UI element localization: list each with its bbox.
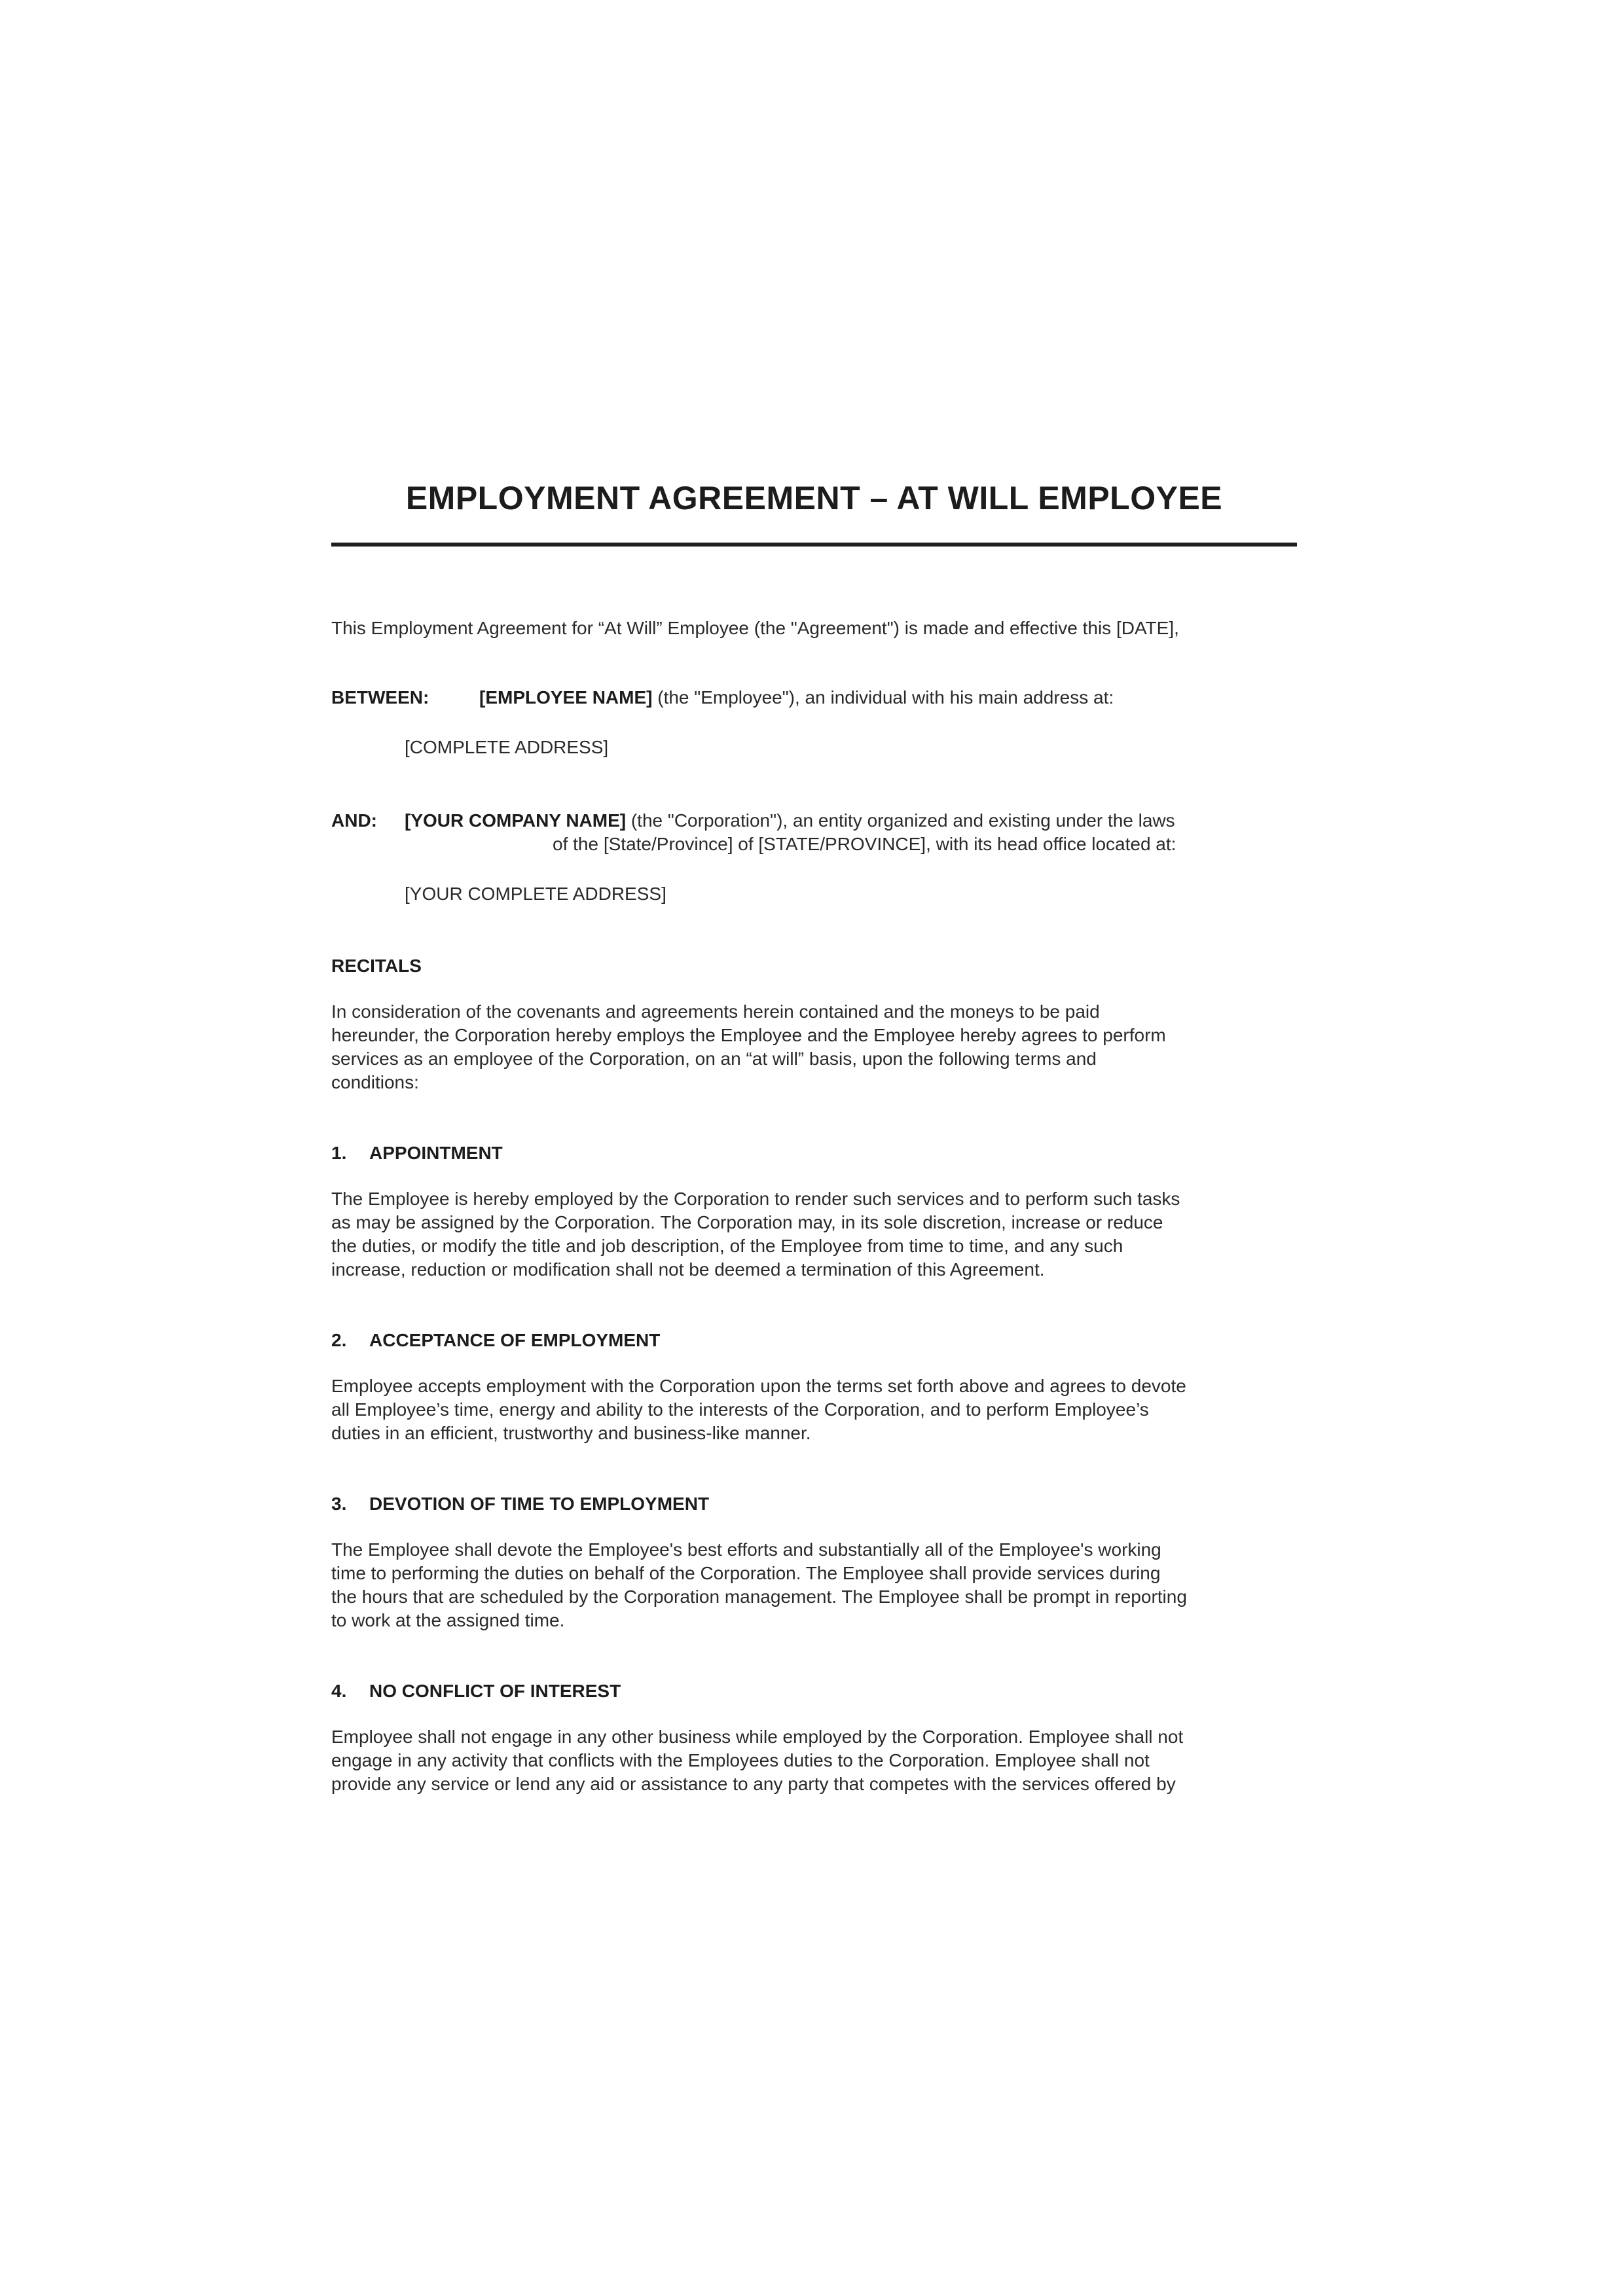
employee-party (479, 686, 1114, 709)
paragraph-line: The Employee shall devote the Employee's best efforts and substantially all of the Employee's working (331, 1539, 1161, 1560)
section-4-heading (331, 1681, 621, 1702)
recitals-paragraph (331, 1000, 1300, 1094)
paragraph-line: the duties, or modify the title and job description, of the Employee from time to time, and any such (331, 1236, 1123, 1256)
paragraph-line: the hours that are scheduled by the Corporation management. The Employee shall be prompt in reporting (331, 1587, 1187, 1607)
company-name-placeholder: [YOUR COMPANY NAME] (405, 810, 627, 831)
paragraph-line: engage in any activity that conflicts with the Employees duties to the Corporation. Employee shall not (331, 1750, 1150, 1770)
section-4-paragraph (331, 1725, 1300, 1796)
section-title: NO CONFLICT OF INTEREST (369, 1681, 621, 1701)
paragraph-line: time to performing the duties on behalf of the Corporation. The Employee shall provide services during (331, 1563, 1161, 1583)
section-number: 1. (331, 1143, 347, 1163)
paragraph-line: Employee accepts employment with the Corporation upon the terms set forth above and agrees to devote (331, 1376, 1186, 1396)
paragraph-line: provide any service or lend any aid or assistance to any party that competes with the services offered by (331, 1774, 1176, 1794)
paragraph-line: hereunder, the Corporation hereby employs the Employee and the Employee hereby agrees to perform (331, 1025, 1166, 1045)
section-title: ACCEPTANCE OF EMPLOYMENT (369, 1330, 661, 1350)
section-title: DEVOTION OF TIME TO EMPLOYMENT (369, 1494, 710, 1514)
paragraph-line: services as an employee of the Corporation, on an “at will” basis, upon the following terms and (331, 1049, 1097, 1069)
paragraph-line: increase, reduction or modification shall not be deemed a termination of this Agreement. (331, 1259, 1045, 1280)
between-row (331, 686, 429, 709)
paragraph-line: In consideration of the covenants and agreements herein contained and the moneys to be paid (331, 1001, 1100, 1022)
company-party-description-line2: of the [State/Province] of [STATE/PROVINCE], with its head office located at: (553, 834, 1176, 854)
and-row (331, 809, 377, 833)
section-number: 2. (331, 1330, 347, 1350)
paragraph-line: duties in an efficient, trustworthy and business-like manner. (331, 1423, 811, 1443)
paragraph-line: The Employee is hereby employed by the Corporation to render such services and to perform such tasks (331, 1189, 1180, 1209)
company-party (405, 809, 1175, 833)
section-number: 3. (331, 1494, 347, 1514)
recitals-heading: RECITALS (331, 956, 422, 976)
section-1-paragraph (331, 1187, 1300, 1282)
section-2-heading (331, 1330, 660, 1351)
paragraph-line: as may be assigned by the Corporation. The Corporation may, in its sole discretion, increase or reduce (331, 1212, 1163, 1232)
section-3-paragraph (331, 1538, 1300, 1632)
intro-text: This Employment Agreement for “At Will” Employee (the "Agreement") is made and effective this [DATE], (331, 618, 1179, 638)
employee-address: [COMPLETE ADDRESS] (405, 737, 609, 757)
paragraph-line: all Employee’s time, energy and ability to the interests of the Corporation, and to perform Employee’s (331, 1399, 1149, 1420)
section-1-heading (331, 1143, 503, 1164)
paragraph-line: to work at the assigned time. (331, 1610, 565, 1630)
title-divider (331, 543, 1297, 547)
section-2-paragraph (331, 1374, 1300, 1445)
paragraph-line: Employee shall not engage in any other business while employed by the Corporation. Employee shall not (331, 1727, 1184, 1747)
employee-name-placeholder: [EMPLOYEE NAME] (479, 687, 653, 708)
paragraph-line: conditions: (331, 1072, 419, 1092)
between-label: BETWEEN: (331, 687, 429, 708)
employee-party-description: (the "Employee"), an individual with his main address at: (652, 687, 1114, 708)
company-party-description-line1: (the "Corporation"), an entity organized and existing under the laws (626, 810, 1175, 831)
and-label: AND: (331, 810, 377, 831)
section-number: 4. (331, 1681, 347, 1701)
section-3-heading (331, 1494, 709, 1515)
company-address: [YOUR COMPLETE ADDRESS] (405, 884, 666, 904)
section-title: APPOINTMENT (369, 1143, 503, 1163)
document-title: EMPLOYMENT AGREEMENT – AT WILL EMPLOYEE (405, 480, 1223, 516)
